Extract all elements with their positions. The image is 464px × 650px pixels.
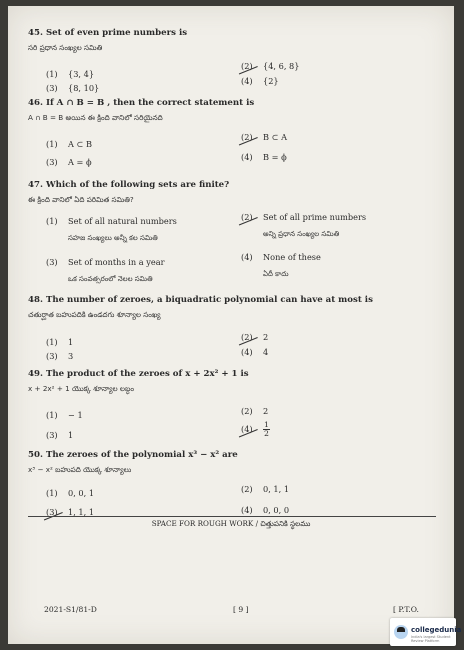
question-text: If A ∩ B = B , then the correct statement is — [45, 98, 255, 108]
option-48-1: (1) 1 — [46, 337, 74, 347]
option-45-3: (3) {8, 10} — [46, 83, 100, 93]
brand-tagline: India's largest Student Review Platform — [411, 635, 451, 643]
option-47-1: (1) Set of all natural numbers సహజ సంఖ్యలు అన్నీ కల సమితి — [46, 216, 177, 242]
question-text-telugu: ఈ క్రింది వానిలో ఏది పరిమిత సమితి? — [28, 195, 134, 204]
option-48-2: (2) 2 — [241, 332, 269, 342]
tick-mark: (4) — [241, 424, 263, 434]
page-number: [ 9 ] — [233, 605, 249, 614]
question-text: The number of zeroes, a biquadratic polynomial can have at most is — [45, 295, 373, 305]
option-48-4: (4) 4 — [241, 347, 269, 357]
question-45 — [28, 28, 428, 53]
tick-mark: (2) — [241, 61, 263, 71]
option-48-3: (3) 3 — [46, 351, 74, 361]
question-text-telugu: A ∩ B = B అయిన ఈ క్రింది వానిలో సరియైనది — [28, 113, 163, 122]
option-47-4: (4) None of these ఏదీ కాదు — [241, 252, 321, 278]
question-text-telugu: x + 2x² + 1 యొక్క శూన్యాల లబ్ధం — [28, 384, 135, 393]
option-50-1: (1) 0, 0, 1 — [46, 488, 95, 498]
option-46-4: (4) B = ϕ — [241, 152, 287, 162]
option-49-3: (3) 1 — [46, 430, 74, 440]
option-46-2: (2) B ⊂ A — [241, 132, 287, 142]
tick-mark: (2) — [241, 332, 263, 342]
option-49-4 — [241, 421, 270, 438]
question-number: 45. — [28, 28, 43, 38]
option-46-3: (3) A = ϕ — [46, 157, 92, 167]
tick-mark: (3) — [46, 507, 68, 517]
question-text: The zeroes of the polynomial x³ − x² are — [45, 450, 238, 460]
exam-page — [8, 6, 462, 644]
option-49-1: (1) − 1 — [46, 410, 83, 420]
student-avatar-icon — [394, 625, 408, 639]
fraction-one-half: $\frac{1}{2}$ — [264, 420, 269, 438]
option-45-1: (1) {3, 4} — [46, 69, 95, 79]
option-50-2: (2) 0, 1, 1 — [241, 484, 290, 494]
collegedunia-logo — [390, 618, 462, 646]
option-50-4: (4) 0, 0, 0 — [241, 505, 290, 515]
question-text: Which of the following sets are finite? — [45, 180, 230, 190]
option-49-2: (2) 2 — [241, 406, 269, 416]
tick-mark: (2) — [241, 132, 263, 142]
question-48: 48. The number of zeroes, a biquadratic polynomial can have at most is చతుర్ఘాత బహుపదికి ఉండదగు శూన్యాల సంఖ్య — [28, 295, 428, 320]
question-text: Set of even prime numbers is — [45, 28, 188, 38]
pto-label: [ P.T.O. — [393, 605, 419, 614]
option-45-2: (2) {4, 6, 8} — [241, 61, 300, 71]
question-text-telugu: x³ − x² బహుపది యొక్క శూన్యాలు — [28, 465, 132, 474]
question-49: 49. The product of the zeroes of x + 2x² + 1 is x + 2x² + 1 యొక్క శూన్యాల లబ్ధం — [28, 369, 428, 394]
option-47-3: (3) Set of months in a year ఒక సంవత్సరంలో నెలల సమితి — [46, 257, 165, 283]
paper-code: 2021-S1/81-D — [44, 605, 97, 614]
tick-mark: (2) — [241, 212, 263, 222]
question-text: The product of the zeroes of x + 2x² + 1 is — [45, 369, 249, 379]
question-47: 47. Which of the following sets are finite? ఈ క్రింది వానిలో ఏది పరిమిత సమితి? — [28, 180, 428, 205]
option-47-2: (2) Set of all prime numbers అన్ని ప్రధాన సంఖ్యల సమితి — [241, 212, 367, 238]
option-46-1: (1) A ⊂ B — [46, 139, 92, 149]
option-45-4: (4) {2} — [241, 76, 279, 86]
question-46: 46. If A ∩ B = B , then the correct statement is A ∩ B = B అయిన ఈ క్రింది వానిలో సరియైనది — [28, 98, 428, 123]
option-50-3: (3) 1, 1, 1 — [46, 507, 95, 517]
rough-work-label: SPACE FOR ROUGH WORK / చిత్తుపనికి స్థలము — [151, 519, 311, 528]
question-text-telugu: చతుర్ఘాత బహుపదికి ఉండదగు శూన్యాల సంఖ్య — [28, 310, 161, 319]
question-text-telugu: సరి ప్రధాన సంఖ్యల సమితి — [28, 43, 103, 52]
question-50: 50. The zeroes of the polynomial x³ − x² are x³ − x² బహుపది యొక్క శూన్యాలు — [28, 450, 428, 475]
brand-name: collegedunia — [411, 626, 462, 634]
divider — [28, 516, 436, 517]
